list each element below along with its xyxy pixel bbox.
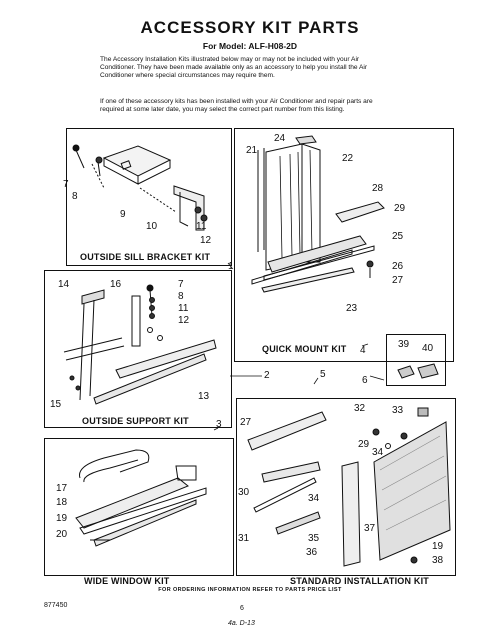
document-number: 877450 <box>44 602 68 609</box>
part-callout: 12 <box>200 235 212 246</box>
part-callout: 24 <box>274 133 286 144</box>
part-callout: 32 <box>354 403 366 414</box>
part-callout: 25 <box>392 231 404 242</box>
kit-ref-number: 4 <box>360 345 366 356</box>
part-callout: 17 <box>56 483 68 494</box>
handwritten-note: 4a. D-13 <box>228 620 255 627</box>
model-number: For Model: ALF-H08-2D <box>202 41 298 51</box>
small-kit-drawing <box>398 364 438 378</box>
part-callout: 11 <box>196 221 207 232</box>
part-callout: 10 <box>146 221 158 232</box>
kit-ref-number: 6 <box>362 375 368 386</box>
part-callout: 22 <box>342 153 354 164</box>
part-callout: 13 <box>198 391 210 402</box>
kit-label-standard-installation: STANDARD INSTALLATION KIT <box>290 576 429 586</box>
part-callout: 9 <box>120 209 126 220</box>
kit-label-outside-support: OUTSIDE SUPPORT KIT <box>82 416 189 426</box>
part-callout: 34 <box>308 493 320 504</box>
part-callout: 26 <box>392 261 404 272</box>
selection-paragraph: If one of these accessory kits has been installed with your Air Conditioner and repair parts are required at some later date, you may select the correct part number from this listing. <box>100 98 373 113</box>
part-callout: 8 <box>72 191 78 202</box>
part-callout: 29 <box>394 203 406 214</box>
part-callout: 31 <box>238 533 250 544</box>
quick-mount-drawing <box>252 133 384 292</box>
page-number: 6 <box>240 605 244 612</box>
standard-installation-drawing <box>248 405 450 566</box>
wide-window-drawing <box>76 450 206 546</box>
part-callout: 7 <box>63 179 69 190</box>
part-callout: 27 <box>392 275 404 286</box>
part-callout: 19 <box>432 541 444 552</box>
sill-bracket-drawing <box>73 145 207 230</box>
kit-ref-number: 3 <box>216 419 222 430</box>
part-callout: 35 <box>308 533 320 544</box>
page-title: ACCESSORY KIT PARTS <box>140 18 360 37</box>
part-callout: 37 <box>364 523 376 534</box>
part-callout: 38 <box>432 555 444 566</box>
part-callout: 18 <box>56 497 68 508</box>
kit-ref-number: 2 <box>264 370 270 381</box>
outside-support-drawing <box>64 285 216 404</box>
part-callout: 27 <box>240 417 252 428</box>
kit-ref-number: 5 <box>320 369 326 380</box>
part-callout: 29 <box>358 439 370 450</box>
part-callout: 23 <box>346 303 358 314</box>
part-callout: 36 <box>306 547 318 558</box>
part-callout: 7 <box>178 279 184 290</box>
kit-label-quick-mount: QUICK MOUNT KIT <box>262 344 347 354</box>
part-callout: 21 <box>246 145 258 156</box>
kit-label-outside-sill-bracket: OUTSIDE SILL BRACKET KIT <box>80 252 211 262</box>
part-callout: 12 <box>178 315 190 326</box>
part-callout: 34 <box>372 447 384 458</box>
part-callout: 30 <box>238 487 250 498</box>
part-callout: 39 <box>398 339 410 350</box>
part-callout: 16 <box>110 279 122 290</box>
intro-paragraph: The Accessory Installation Kits illustrated below may or may not be included with your Air Conditioner. They have been made available only as an accessory to help you install the Air Conditioner where special circumstances may require them. <box>100 56 368 79</box>
kit-ref-number: 1 <box>228 261 234 272</box>
part-callout: 40 <box>422 343 434 354</box>
part-callout: 8 <box>178 291 184 302</box>
kit-label-wide-window: WIDE WINDOW KIT <box>84 576 170 586</box>
part-callout: 19 <box>56 513 68 524</box>
part-callout: 14 <box>58 279 70 290</box>
part-callout: 28 <box>372 183 384 194</box>
ordering-info: FOR ORDERING INFORMATION REFER TO PARTS PRICE LIST <box>158 587 342 593</box>
part-callout: 20 <box>56 529 68 540</box>
part-callout: 33 <box>392 405 404 416</box>
part-callout: 11 <box>178 303 189 314</box>
part-callout: 15 <box>50 399 62 410</box>
